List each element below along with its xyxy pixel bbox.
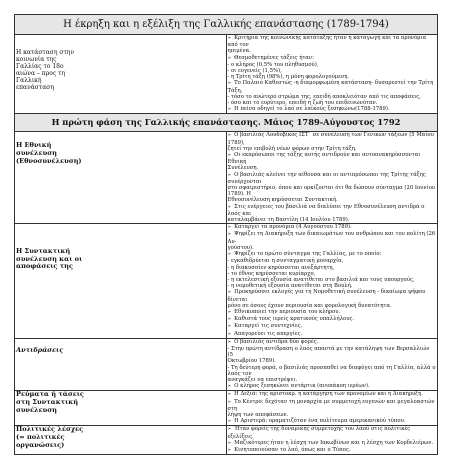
section2-title: Η πρώτη φάση της Γαλλικής επανάστασης. Μάιος 1789-Αύγουστος 1792 — [15, 114, 438, 132]
row-heading-cell — [15, 426, 227, 455]
bullet-item: ➢ Το Παλαιό Καθεστώς -η διαμορφωμένη κατάσταση- δυσαρεστεί την Τρίτη Τάξη, — [228, 80, 437, 93]
text-line: - το έθνος κηρύσσεται κυρίαρχο, — [227, 270, 316, 277]
bullet-item: ➢ Ο κλήρος ξεσηκώνει αντάρτικ (ανυπάκοη ιερέων). — [228, 383, 437, 390]
text-line: - όσο και το ευρύτερο, επειδή η ζωή του επιδεινωνόταν. — [227, 100, 378, 107]
text-line: - οι ευγενείς (1,5%), — [227, 68, 282, 75]
bullet-item: ➢ Ψηφίζει το πρώτο σύνταγμα της Γαλλίας, με το οποίο: — [228, 251, 437, 258]
text-line: - εγκαθιδρύεται η συνταγματική μοναρχία, — [227, 258, 344, 265]
bullet-item: ➢ Ο βασιλιάς Λουδοβίκος ΙΣΤ΄ σε συνέλευση των Γενικών τάξεων (5 Μαΐου 1789), — [228, 132, 437, 145]
section1-title: Η έκρηξη και η εξέλιξη της Γαλλικής επανάστασης (1789-1794) — [15, 15, 438, 35]
section1-left-line: επανάσταση — [16, 84, 54, 91]
text-line: αναγκάζει να επιστρέψει. — [227, 376, 298, 383]
section1-left-cell — [15, 35, 227, 114]
row-heading-cell — [15, 391, 227, 426]
bullet-item: ➢ Το Κέντρο: δεχόταν τη μοναρχία με συμμετοχή ευγενών και μεγαλοαστών στη — [228, 399, 437, 412]
text-line: καταλαμβάνει τη Βαστίλη (14 Ιουλίου 1789). — [227, 217, 350, 224]
bullet-item: ➢ Θεσμοθετημένες τάξεις ήταν: — [228, 55, 437, 62]
document-page — [14, 14, 438, 455]
section2-row — [15, 426, 438, 455]
section1-title-row — [15, 15, 438, 35]
text-line: ζητεί την επιβολή νέων φόρων στην Τρίτη τάξη. — [227, 145, 357, 152]
section1-right-cell — [226, 35, 438, 114]
section2-row — [15, 132, 438, 224]
text-line: - τόσο το ανώτερο στρώμα της, επειδή αποκλειόταν από τις αποφάσεις, — [227, 93, 421, 100]
section1-left-line: Γαλλίας το 18ο — [16, 63, 64, 70]
row-heading-line: (Εθνοσυνέλευση) — [16, 156, 82, 165]
text-line: λήψη των αποφάσεων. — [227, 411, 289, 418]
text-line: μόνο σε όσους έχουν περιουσία και φορολογική δυνατότητα. — [227, 302, 392, 309]
text-line: - Τη δεύτερη φορά, ο βασιλιάς προσπαθεί να διαφύγει από τη Γαλλία, αλλά ο λαός τον — [227, 364, 436, 377]
bullet-item: ➢ Κινητοποιούσαν το λαό, όπως και ο Τύπος. — [228, 447, 437, 454]
bullet-item: ➢ Η πείνα οδηγεί το λαό σε λαϊκούς ξεσηκώνω(1788-1789). — [228, 106, 437, 113]
bullet-item: ➢ Οι εκπρόσωποι της τάξης αυτής αντιδρούν και αυτοανακηρύσσονται Εθνική — [228, 152, 437, 165]
row-content-cell — [226, 132, 438, 224]
row-heading-line: Ρεύματα ή τάσεις — [16, 390, 84, 399]
row-content-cell — [226, 224, 438, 338]
bullet-item: ➢ Ο βασιλιάς αντιδρά δύο φορές. — [228, 339, 437, 346]
text-line: - η εκτελεστική εξουσία ανατίθεται στο βασιλιά και τους υπουργούς, — [227, 276, 415, 283]
text-line: Εθνοσυνέλευση κηρύσσεται Συντακτική. — [227, 197, 338, 204]
row-heading-line: αποφάσεις της — [16, 262, 73, 271]
text-line: - η Τρίτη τάξη (98%), η μόνη φορολογούμενη. — [227, 74, 350, 81]
section2-row — [15, 338, 438, 391]
text-line: Συνέλευση. — [227, 165, 259, 172]
row-heading-line: Αντιδράσεις — [16, 345, 64, 354]
row-content-cell — [226, 338, 438, 391]
section1-left-line: αιώνα – προς τη — [16, 70, 66, 77]
row-content-cell — [226, 391, 438, 426]
row-content-cell — [226, 426, 438, 455]
row-heading-line: Η Εθνική — [16, 141, 52, 150]
history-table — [14, 14, 438, 455]
text-line: - Στην πρώτη αντίδραση ο λαός απαντά με την κατάληψη των Βερσαλλιών (5 — [227, 345, 430, 359]
bullet-item: ➢ Ήταν φορείς της δυναμικής συμμετοχής του λαού στις πολιτικές εξελίξεις. — [228, 426, 437, 439]
text-line: - η διακυσσίεν κηρύσσεται ανεξάρτητη, — [227, 264, 335, 271]
section2-title-row — [15, 114, 438, 132]
bullet-item: ➢ Απαγορεύει τις απεργίες. — [228, 331, 437, 338]
row-heading-line: Η Συντακτική — [16, 247, 71, 256]
text-line: ηπιμένα. — [227, 48, 251, 55]
bullet-item: ➢ Ψηφίζει τη Διακήρυξη των δικαιωμάτων του ανθρώπου και του πολίτη (26 Αυ- — [228, 231, 437, 244]
row-heading-cell — [15, 224, 227, 338]
bullet-item: ➢ Στις ενέργειες του βασιλιά να διαλύσει την Εθνοσυνέλευση αντιδρά ο λαός και — [228, 204, 437, 217]
section1-row — [15, 35, 438, 114]
section1-left-line: κοινωνία της — [16, 56, 57, 63]
row-heading-line: οργανώσεις) — [16, 440, 65, 449]
section1-left-line: Γαλλική — [16, 77, 42, 84]
row-heading-line: συνέλευση — [16, 405, 57, 414]
text-line: - η νομοθετική εξουσία ανατίθεται στη Βουλή. — [227, 283, 353, 290]
bullet-item: ➢ Μαζικότερες ήταν η λέσχη των Ιακωβίνων και η λέσχη των Κορδελιέρων. — [228, 440, 437, 447]
bullet-item: ➢ Προκηρύσσει εκλογές για τη Νομοθετική συνέλευση - δικαίωμα ψήφου δίνεται — [228, 289, 437, 302]
row-heading-line: συνέλευση — [16, 149, 57, 158]
row-heading-line: Πολιτικές λέσχες — [16, 425, 84, 434]
section1-left-line: Η κατάσταση στην — [16, 49, 75, 56]
bullet-item: ➢ Κριτήρια της κοινωνικής κατάταξης ήταν η καταγωγή και τα προνόμια από τον — [228, 35, 437, 48]
bullet-item: ➢ Η Δεξιά: της αριστοκρ. η κατάργηση των προνομίων και η Διακήρυξη. — [228, 391, 437, 398]
row-heading-cell — [15, 132, 227, 224]
section2-rows — [15, 132, 438, 455]
bullet-item: ➢ Καταργεί τις συντεχνίες. — [228, 323, 437, 330]
section2-row — [15, 224, 438, 338]
section2-row — [15, 391, 438, 426]
bullet-item: ➢ Η Αριστερά: οραματιζόταν ένα πολίτευμα αμερικανικού τύπου. — [228, 418, 437, 425]
text-line: Οκτωβρίου 1789). — [227, 358, 276, 365]
row-heading-line: στη Συντακτική — [16, 397, 79, 406]
bullet-item: ➢ Καταργεί τα προνόμια (4 Αυγούστου 1789). — [228, 224, 437, 231]
text-line: γούστου). — [227, 244, 254, 251]
row-heading-cell — [15, 338, 227, 391]
row-heading-line: (= πολιτικές — [16, 432, 65, 441]
text-line: στο σφαιριστήριο, όπου και ορκίζονται ότι θα δώσουν σύνταγμα (20 Ιουνίου 1789). Η — [227, 185, 436, 198]
row-heading-line: συνέλευση και οι — [16, 254, 83, 263]
text-line: - ο κλήρος (0,5% του πληθυσμού), — [227, 61, 319, 68]
bullet-item: ➢ Καθιστά τους ιερείς κρατικούς υπαλλήλους. — [228, 316, 437, 323]
bullet-item: ➢ Εθνικοποιεί την περιουσία του κλήρου. — [228, 309, 437, 316]
bullet-item: ➢ Ο βασιλιάς κλείνει την αίθουσα και οι αντιπρόσωποι της Τρίτης τάξης συνέρχονται — [228, 172, 437, 185]
